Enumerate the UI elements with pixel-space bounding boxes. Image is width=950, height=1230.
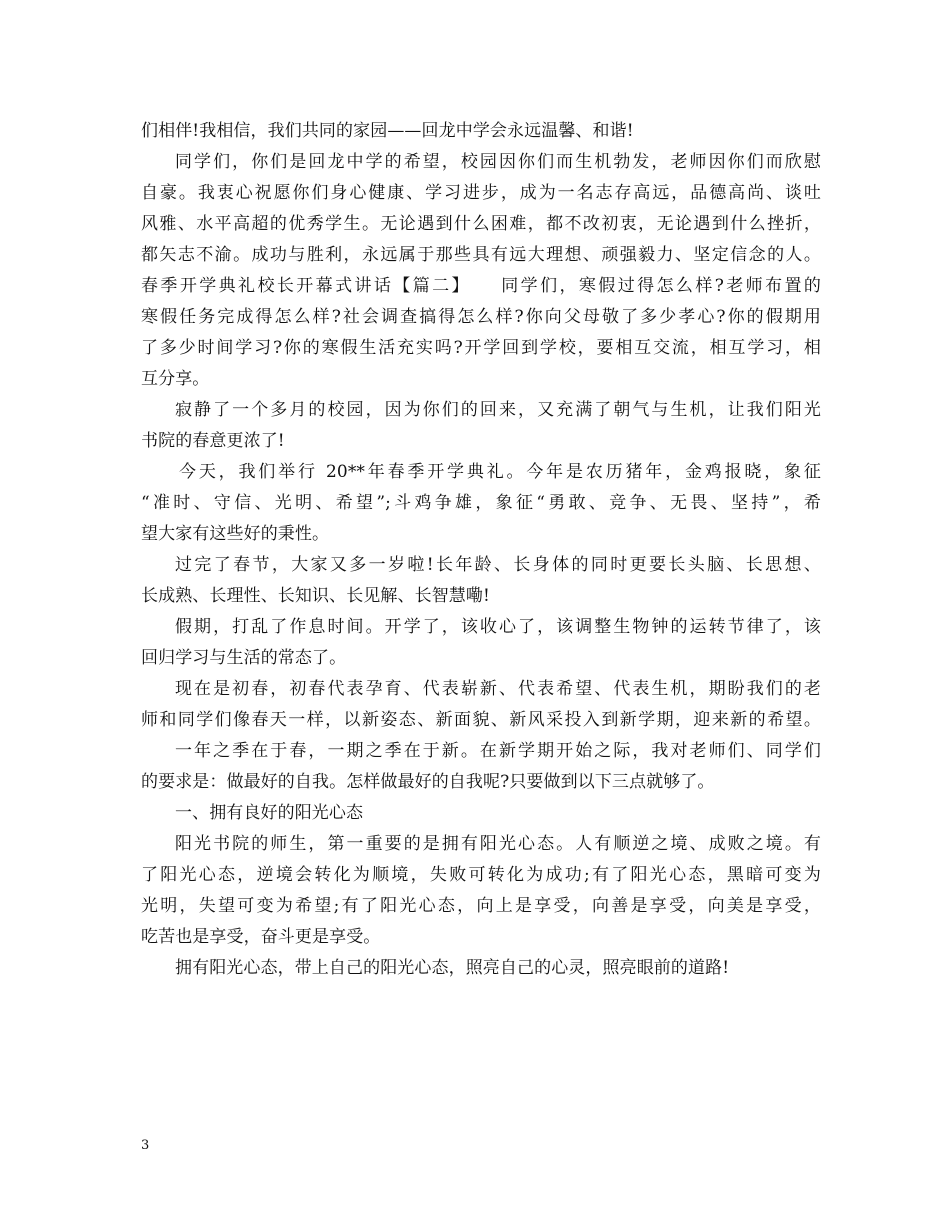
text-line: 吃苦也是享受，奋斗更是享受。 [141, 927, 381, 947]
text-line: 假期，打乱了作息时间。开学了，该收心了，该调整生物钟的运转节律了，该 [175, 617, 821, 637]
page-number: 3 [141, 1138, 150, 1153]
text-line: 书院的春意更浓了! [141, 431, 285, 451]
section-heading-line: 春季开学典礼校长开幕式讲话【篇二】 同学们，寒假过得怎么样?老师布置的 [141, 276, 821, 296]
text-line: 光明，失望可变为希望;有了阳光心态，向上是享受，向善是享受，向美是享受， [141, 896, 821, 916]
text-line: 们相伴!我相信，我们共同的家园——回龙中学会永远温馨、和谐! [141, 121, 634, 141]
text-line: 自豪。我衷心祝愿你们身心健康、学习进步，成为一名志存高远，品德高尚、谈吐 [141, 183, 821, 203]
text-line: 寒假任务完成得怎么样?社会调查搞得怎么样?你向父母敬了多少孝心?你的假期用 [141, 307, 821, 327]
text-line: 回归学习与生活的常态了。 [141, 648, 347, 668]
text-line: 今天，我们举行 20**年春季开学典礼。今年是农历猪年，金鸡报晓，象征 [179, 462, 821, 482]
text-line: 师和同学们像春天一样，以新姿态、新面貌、新风采投入到新学期，迎来新的希望。 [141, 710, 821, 730]
text-line: 望大家有这些好的秉性。 [141, 524, 330, 544]
text-line: 了阳光心态，逆境会转化为顺境，失败可转化为成功;有了阳光心态，黑暗可变为 [141, 865, 821, 885]
text-line: 都矢志不渝。成功与胜利，永远属于那些具有远大理想、顽强毅力、坚定信念的人。 [141, 245, 821, 265]
subheading-line: 一、拥有良好的阳光心态 [175, 803, 364, 823]
text-line: 过完了春节，大家又多一岁啦!长年龄、长身体的同时更要长头脑、长思想、 [175, 555, 821, 575]
text-line: 现在是初春，初春代表孕育、代表崭新、代表希望、代表生机，期盼我们的老 [175, 679, 821, 699]
text-line: 一年之季在于春，一期之季在于新。在新学期开始之际，我对老师们、同学们 [175, 741, 821, 761]
text-line: 互分享。 [141, 369, 210, 389]
text-line: 寂静了一个多月的校园，因为你们的回来，又充满了朝气与生机，让我们阳光 [175, 400, 821, 420]
text-line: 同学们，你们是回龙中学的希望，校园因你们而生机勃发，老师因你们而欣慰 [175, 152, 821, 172]
text-line: 风雅、水平高超的优秀学生。无论遇到什么困难，都不改初衷，无论遇到什么挫折， [141, 214, 821, 234]
text-line: 拥有阳光心态，带上自己的阳光心态，照亮自己的心灵，照亮眼前的道路! [175, 958, 730, 978]
text-line: 的要求是：做最好的自我。怎样做最好的自我呢?只要做到以下三点就够了。 [141, 772, 715, 792]
text-line: 阳光书院的师生，第一重要的是拥有阳光心态。人有顺逆之境、成败之境。有 [175, 834, 821, 854]
text-line: 了多少时间学习?你的寒假生活充实吗?开学回到学校，要相互交流，相互学习，相 [141, 338, 821, 358]
text-line: “准时、守信、光明、希望”;斗鸡争雄，象征“勇敢、竞争、无畏、坚持”，希 [141, 493, 821, 513]
document-body [141, 116, 821, 984]
text-line: 长成熟、长理性、长知识、长见解、长智慧嘞! [141, 586, 490, 606]
